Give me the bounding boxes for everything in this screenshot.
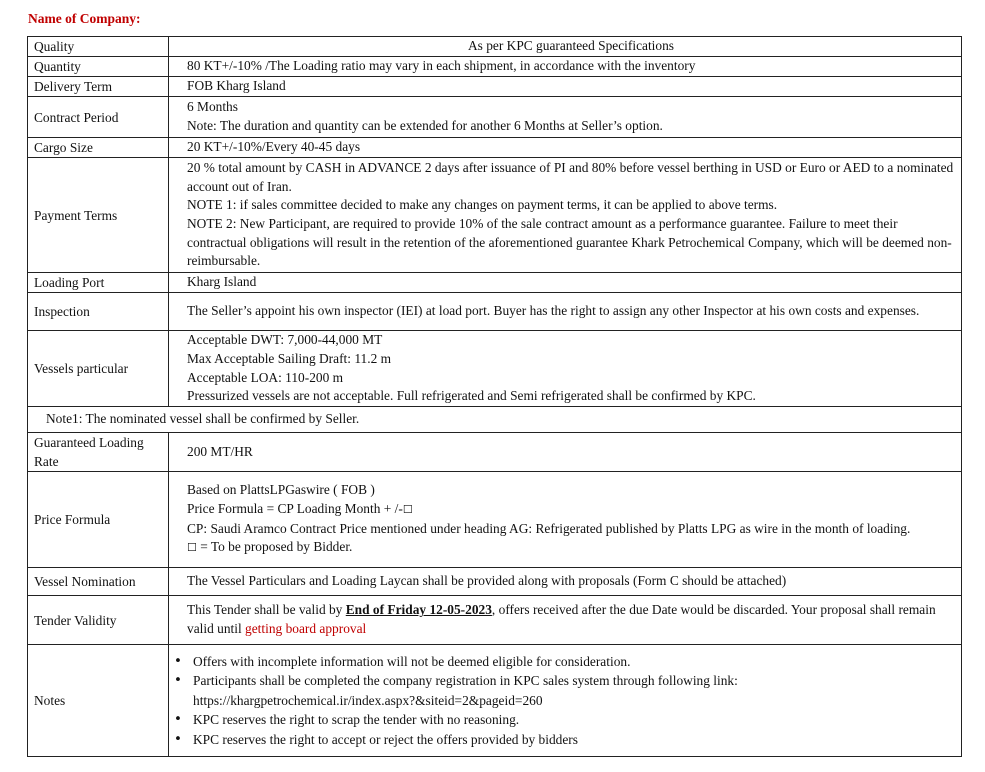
table-row — [28, 77, 962, 97]
vessel-nomination-value: The Vessel Particulars and Loading Laycan shall be provided along with proposals (Form C should be attached) — [169, 568, 962, 596]
table-row — [28, 138, 962, 158]
vessel-pressure-note: Pressurized vessels are not acceptable. Full refrigerated and Semi refrigerated shall be confirmed by KPC. — [187, 388, 756, 404]
vessel-nomination-label: Vessel Nomination — [28, 568, 169, 596]
delivery-term-value: FOB Kharg Island — [169, 77, 962, 97]
price-formula-value — [169, 472, 962, 568]
table-row — [28, 433, 962, 472]
delivery-term-label: Delivery Term — [28, 77, 169, 97]
inspection-value: The Seller’s appoint his own inspector (IEI) at load port. Buyer has the right to assign any other Inspector at his own costs and expenses. — [169, 293, 962, 331]
notes-list — [187, 652, 955, 750]
list-item: • KPC reserves the right to accept or reject the offers provided by bidders — [187, 730, 955, 750]
payment-note-2: NOTE 2: New Participant, are required to provide 10% of the sale contract amount as a performance guarantee. Failure to meet their contractual obligations will result in the retention of the aforementioned guarantee Khark Petrochemical Company, which will be deemed non-reimbursable. — [187, 216, 952, 269]
payment-note-1: NOTE 1: if sales committee decided to make any changes on payment terms, it can be applied to above terms. — [187, 197, 778, 213]
table-row — [28, 331, 962, 407]
vessel-loa: Acceptable LOA: 110-200 m — [187, 369, 344, 385]
loading-port-label: Loading Port — [28, 273, 169, 293]
company-name-label: Name of Company: — [28, 11, 141, 26]
vessels-particular-label: Vessels particular — [28, 331, 169, 407]
table-row — [28, 273, 962, 293]
quantity-label: Quantity — [28, 57, 169, 77]
table-row — [28, 293, 962, 331]
tender-validity-value: This Tender shall be valid by End of Friday 12-05-2023, offers received after the due Date would be discarded. Your proposal shall remain valid until getting board approval — [169, 596, 962, 645]
payment-advance-text: 20 % total amount by CASH in ADVANCE 2 days after issuance of PI and 80% before vessel berthing in USD or Euro or AED to a nominated account out of Iran. — [187, 160, 954, 194]
contract-period-note: Note: The duration and quantity can be extended for another 6 Months at Seller’s option. — [187, 118, 663, 133]
list-item: • Offers with incomplete information will not be deemed eligible for consideration. — [187, 652, 955, 672]
tender-spec-table — [27, 36, 962, 757]
table-row — [28, 645, 962, 757]
table-row — [28, 472, 962, 568]
nominated-vessel-note: Note1: The nominated vessel shall be confirmed by Seller. — [28, 407, 962, 433]
vessels-particular-value — [169, 331, 962, 407]
inspection-label: Inspection — [28, 293, 169, 331]
notes-label: Notes — [28, 645, 169, 757]
loading-rate-label: Guaranteed Loading Rate — [28, 433, 169, 472]
validity-until-text: getting board approval — [245, 621, 367, 636]
list-item: • KPC reserves the right to scrap the tender with no reasoning. — [187, 710, 955, 730]
quantity-value: 80 KT+/-10% /The Loading ratio may vary in each shipment, in accordance with the inventory — [169, 57, 962, 77]
table-row — [28, 568, 962, 596]
vessel-dwt: Acceptable DWT: 7,000-44,000 MT — [187, 332, 383, 348]
table-row — [28, 57, 962, 77]
contract-period-duration: 6 Months — [187, 99, 238, 115]
quality-label: Quality — [28, 37, 169, 57]
blank-box-icon: ☐ — [402, 502, 413, 516]
payment-terms-value — [169, 158, 962, 273]
price-cp-definition: CP: Saudi Aramco Contract Price mentioned under heading AG: Refrigerated published by Platts LPG as wire in the month of loading. — [187, 520, 911, 536]
table-row — [28, 158, 962, 273]
contract-period-label: Contract Period — [28, 97, 169, 138]
price-formula-line: Price Formula = CP Loading Month + /-☐ — [187, 500, 413, 516]
list-item: • Participants shall be completed the company registration in KPC sales system through following link: https://khargpetrochemical.ir/index.aspx?&siteid=2&pageid=260 — [187, 671, 955, 710]
price-formula-label: Price Formula — [28, 472, 169, 568]
table-row — [28, 37, 962, 57]
tender-validity-label: Tender Validity — [28, 596, 169, 645]
table-row — [28, 407, 962, 433]
quality-value: As per KPC guaranteed Specifications — [169, 37, 962, 57]
cargo-size-label: Cargo Size — [28, 138, 169, 158]
blank-box-icon: ☐ — [187, 541, 197, 555]
notes-value — [169, 645, 962, 757]
contract-period-value — [169, 97, 962, 138]
vessel-draft: Max Acceptable Sailing Draft: 11.2 m — [187, 350, 392, 366]
loading-rate-value: 200 MT/HR — [169, 433, 962, 472]
payment-terms-label: Payment Terms — [28, 158, 169, 273]
loading-port-value: Kharg Island — [169, 273, 962, 293]
price-bidder-note: ☐ = To be proposed by Bidder. — [187, 539, 353, 555]
table-row — [28, 596, 962, 645]
table-row — [28, 97, 962, 138]
cargo-size-value: 20 KT+/-10%/Every 40-45 days — [169, 138, 962, 158]
price-basis: Based on PlattsLPGaswire ( FOB ) — [187, 482, 375, 498]
tender-deadline: End of Friday 12-05-2023 — [345, 602, 492, 618]
